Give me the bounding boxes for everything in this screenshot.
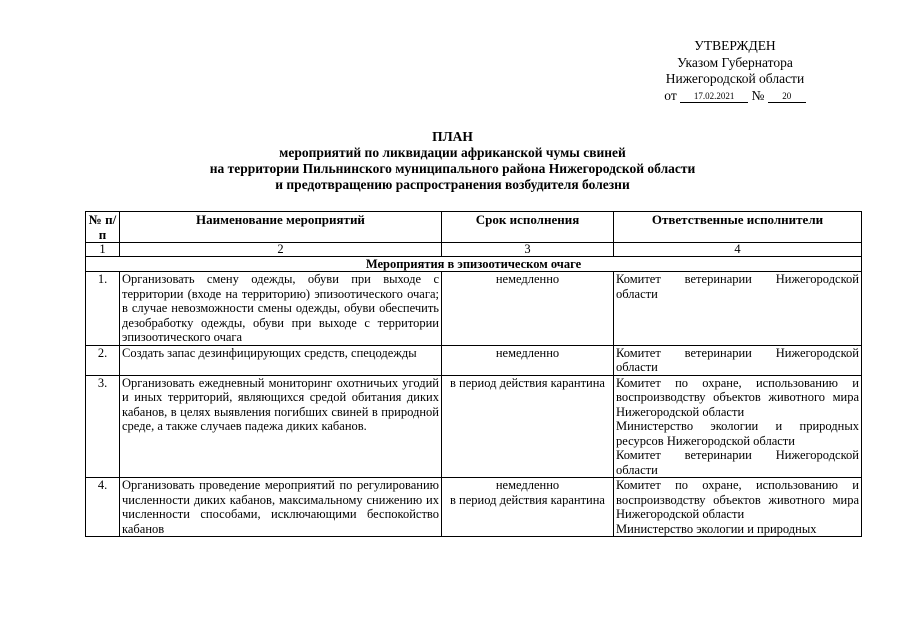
row-resp [614, 345, 862, 375]
approval-date-line [620, 88, 850, 105]
approval-region: Нижегородской области [665, 71, 805, 86]
table-row [86, 375, 862, 478]
row-term: немедленно [442, 272, 614, 346]
row-name: Создать запас дезинфицирующих средств, спецодежды [120, 345, 442, 375]
index-cell: 1 [86, 243, 120, 257]
table-row [86, 345, 862, 375]
plan-table [85, 211, 862, 537]
row-num: 1. [86, 272, 120, 346]
row-num: 3. [86, 375, 120, 478]
row-num: 4. [86, 478, 120, 537]
row-name: Организовать смену одежды, обуви при выходе с территории (входе на территорию) эпизоотического очага; в случае невозможности смены одежды, обуви обеспечить дезобработку одежды, обуви при выходе с территории эпизоотического очага [120, 272, 442, 346]
table-row [86, 272, 862, 346]
approval-stamp [620, 38, 850, 104]
approval-issuer: Указом Губернатора [677, 54, 793, 70]
title-subject: мероприятий по ликвидации африканской чумы свиней [279, 145, 626, 160]
resp-entry: Министерство экологии и природных [616, 521, 817, 536]
table-header-row [86, 212, 862, 243]
row-term-line: немедленно [495, 478, 560, 492]
section-title: Мероприятия в эпизоотическом очаге [86, 257, 862, 272]
row-resp [614, 272, 862, 346]
header-resp: Ответственные исполнители [614, 212, 862, 243]
row-name: Организовать ежедневный мониторинг охотничьих угодий и иных территорий, являющихся средой обитания диких кабанов, в целях выявления погибших свиней в природной среде, а также случаев падежа диких кабанов. [120, 375, 442, 478]
row-resp [614, 478, 862, 537]
resp-entry: Комитет по охране, использованию и воспроизводству объектов животного мира Нижегородской области [616, 375, 859, 419]
row-num: 2. [86, 345, 120, 375]
approval-number-label: № [751, 87, 765, 103]
title-plan: ПЛАН [432, 129, 473, 144]
resp-entry: Комитет ветеринарии Нижегородской области [616, 272, 859, 301]
title-territory: на территории Пильнинского муниципального района Нижегородской области [209, 161, 696, 176]
resp-entry: Комитет ветеринарии Нижегородской области [616, 448, 859, 477]
row-name: Организовать проведение мероприятий по регулированию численности диких кабанов, максимальному снижению их численности способами, исключающими беспокойство кабанов [120, 478, 442, 537]
approval-date: 17.02.2021 [680, 91, 748, 103]
row-resp [614, 375, 862, 478]
approval-from-label: от [664, 87, 677, 103]
table-row [86, 478, 862, 537]
index-cell: 3 [442, 243, 614, 257]
index-cell: 4 [614, 243, 862, 257]
row-term: немедленно [442, 345, 614, 375]
document-title [80, 129, 825, 193]
resp-entry: Комитет по охране, использованию и воспроизводству объектов животного мира Нижегородской области [616, 478, 859, 521]
row-term: в период действия карантина [442, 375, 614, 478]
approval-heading: УТВЕРЖДЕН [694, 38, 776, 53]
header-name: Наименование мероприятий [120, 212, 442, 243]
approval-number: 20 [768, 91, 806, 103]
resp-entry: Министерство экологии и природных ресурсов Нижегородской области [616, 419, 859, 448]
title-prevention: и предотвращению распространения возбудителя болезни [275, 177, 630, 192]
table-section-row [86, 257, 862, 272]
header-term: Срок исполнения [442, 212, 614, 243]
header-num: № п/п [86, 212, 120, 243]
resp-entry: Комитет ветеринарии Нижегородской области [616, 345, 859, 374]
table-index-row [86, 243, 862, 257]
index-cell: 2 [120, 243, 442, 257]
row-term-line: в период действия карантина [450, 492, 605, 507]
row-term [442, 478, 614, 537]
